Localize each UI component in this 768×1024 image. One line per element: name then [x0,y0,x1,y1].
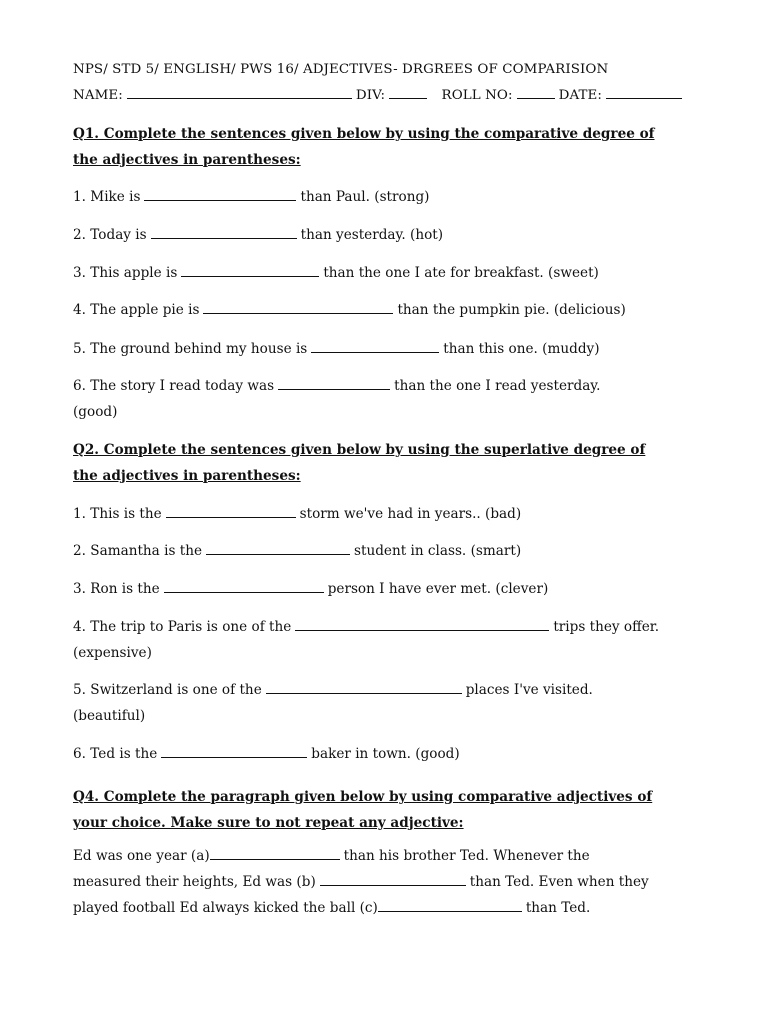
name-blank[interactable] [127,87,352,99]
date-blank[interactable] [606,87,682,99]
q2-heading-line1: Q2. Complete the sentences given below by using the superlative degree of [73,442,646,458]
q2-item-3 [73,581,548,597]
q4-blank-c[interactable] [378,900,522,912]
div-blank[interactable] [389,87,427,99]
q2-item-4-blank[interactable] [295,619,549,631]
q4-line3-text: played football Ed always kicked the ball (c) [73,900,378,916]
q2-item-1-hint: storm we've had in years.. (bad) [299,506,522,522]
q4-paragraph-line2 [73,874,649,890]
q1-item-5-text: 5. The ground behind my house is [73,341,308,357]
q1-item-3-blank[interactable] [181,265,319,277]
q1-item-4-hint: than the pumpkin pie. (delicious) [397,302,626,318]
q4-heading-line1: Q4. Complete the paragraph given below by using comparative adjectives of [73,789,653,805]
q2-heading-line2: the adjectives in parentheses: [73,468,301,484]
q1-item-1-text: 1. Mike is [73,189,141,205]
q1-item-2-hint: than yesterday. (hot) [300,227,444,243]
q4-blank-a[interactable] [210,848,340,860]
q1-item-2 [73,227,443,243]
q4-line1-text: Ed was one year (a) [73,848,210,864]
q1-item-2-text: 2. Today is [73,227,147,243]
q1-item-2-blank[interactable] [151,227,297,239]
q2-item-1 [73,506,521,522]
q1-item-5-blank[interactable] [311,341,439,353]
date-label: DATE: [558,88,603,103]
q2-item-5-blank[interactable] [266,682,462,694]
q2-item-1-text: 1. This is the [73,506,162,522]
q1-item-3 [73,265,599,281]
q2-item-1-blank[interactable] [166,506,296,518]
q4-paragraph-line1 [73,848,590,864]
q2-item-2-text: 2. Samantha is the [73,543,203,559]
q2-item-3-hint: person I have ever met. (clever) [327,581,549,597]
roll-label: ROLL NO: [441,88,513,103]
q2-item-4 [73,619,659,635]
q2-item-5-cont: (beautiful) [73,708,146,724]
q4-heading-line2: your choice. Make sure to not repeat any adjective: [73,815,464,831]
q4-blank-b[interactable] [320,874,466,886]
q1-item-1-blank[interactable] [144,189,296,201]
div-label: DIV: [355,88,386,103]
q2-item-2-hint: student in class. (smart) [354,543,522,559]
q2-item-2 [73,543,521,559]
q1-item-5 [73,341,600,357]
q2-item-6 [73,746,460,762]
q2-item-3-text: 3. Ron is the [73,581,160,597]
q4-line2-post: than Ted. Even when they [469,874,649,890]
q4-line1-post: than his brother Ted. Whenever the [343,848,590,864]
q1-item-4-blank[interactable] [203,302,393,314]
q1-item-5-hint: than this one. (muddy) [443,341,600,357]
q2-item-6-text: 6. Ted is the [73,746,158,762]
q1-item-1-hint: than Paul. (strong) [300,189,430,205]
q1-item-3-hint: than the one I ate for breakfast. (sweet) [323,265,599,281]
q1-item-6-cont: (good) [73,404,118,420]
q2-item-4-cont: (expensive) [73,645,152,661]
q2-item-4-hint: trips they offer. [553,619,660,635]
q4-line3-post: than Ted. [525,900,591,916]
q2-item-2-blank[interactable] [206,543,350,555]
q1-item-6 [73,378,601,394]
q1-item-3-text: 3. This apple is [73,265,178,281]
q2-item-5-hint: places I've visited. [465,682,593,698]
q2-item-3-blank[interactable] [164,581,324,593]
q2-item-6-blank[interactable] [161,746,307,758]
worksheet-title: NPS/ STD 5/ ENGLISH/ PWS 16/ ADJECTIVES- DRGREES OF COMPARISION [73,62,609,77]
q1-item-6-text: 6. The story I read today was [73,378,275,394]
q1-item-1 [73,189,429,205]
name-label: NAME: [73,88,123,103]
q1-item-4-text: 4. The apple pie is [73,302,200,318]
q1-heading-line2: the adjectives in parentheses: [73,152,301,168]
roll-blank[interactable] [517,87,555,99]
student-info-row [73,87,686,103]
q1-item-4 [73,302,626,318]
q4-line2-text: measured their heights, Ed was (b) [73,874,316,890]
q4-paragraph-line3 [73,900,590,916]
q2-item-5 [73,682,593,698]
q1-item-6-blank[interactable] [278,378,390,390]
q1-item-6-hint: than the one I read yesterday. [394,378,601,394]
q2-item-4-text: 4. The trip to Paris is one of the [73,619,292,635]
q2-item-6-hint: baker in town. (good) [311,746,460,762]
q1-heading-line1: Q1. Complete the sentences given below by using the comparative degree of [73,126,655,142]
q2-item-5-text: 5. Switzerland is one of the [73,682,262,698]
